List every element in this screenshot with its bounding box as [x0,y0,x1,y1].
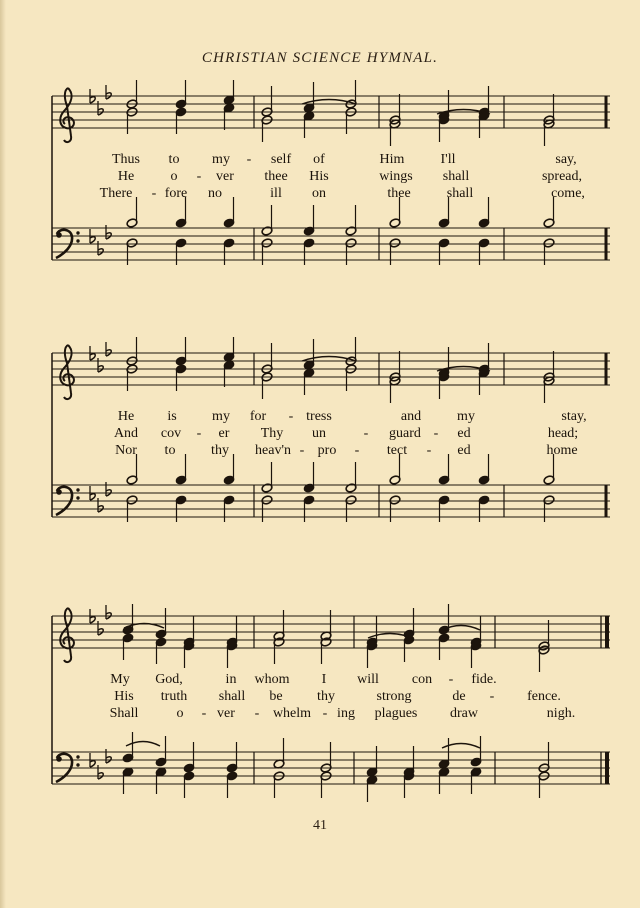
lyric-syllable: on [312,186,326,201]
lyric-syllable: fore [164,186,188,201]
quarter-note [226,641,238,668]
lyric-syllable: to [164,443,176,458]
quarter-note [122,633,134,660]
half-note [126,80,138,109]
lyric-line-2 [44,168,614,185]
lyric-syllable: I'll [440,152,456,167]
lyric-syllable: thee [387,186,411,201]
flat-sign-icon [106,482,111,496]
slur [302,357,356,362]
flat-sign-icon [106,342,111,356]
quarter-note [223,80,235,105]
quarter-note [303,205,315,236]
quarter-note [470,767,482,794]
lyric-syllable: plagues [374,706,418,721]
page-number: 41 [313,818,327,833]
lyric-line-2 [44,425,614,442]
lyric-hyphen: - [288,409,294,424]
lyric-syllable: Shall [109,706,139,721]
lyric-syllable: There [99,186,133,201]
lyric-syllable: will [357,672,379,687]
quarter-note [303,462,315,493]
lyric-line-1 [44,151,614,168]
lyric-syllable: ed [457,426,471,441]
lyric-syllable: un [312,426,326,441]
lyric-syllable: shall [446,186,474,201]
half-note [273,738,285,769]
flat-sign-icon [106,749,111,763]
lyric-hyphen: - [354,443,360,458]
lyric-syllable: He [117,169,135,184]
quarter-note [303,368,315,395]
lyric-syllable: strong [376,689,412,704]
quarter-note [366,641,378,668]
lyric-syllable: head; [547,426,579,441]
quarter-note [122,767,134,794]
quarter-note [175,337,187,366]
quarter-note [366,775,378,802]
quarter-note [303,339,315,370]
lyric-syllable: my [457,409,475,424]
quarter-note [175,80,187,109]
half-note [345,205,357,236]
lyric-hyphen: - [299,443,305,458]
lyric-syllable: be [269,689,283,704]
lyric-syllable: thee [264,169,288,184]
lyric-syllable: ing [337,706,355,721]
lyric-syllable: Thy [260,426,284,441]
quarter-note [438,767,450,794]
half-note [345,462,357,493]
half-note [273,637,285,664]
flat-sign-icon [98,101,103,115]
lyric-syllable: His [309,169,329,184]
half-note [345,337,357,366]
quarter-note [438,604,450,635]
half-note [126,337,138,366]
lyric-syllable: ver [217,706,235,721]
lyric-hyphen: - [426,443,432,458]
lyric-syllable: draw [450,706,478,721]
lyric-syllable: Him [379,152,405,167]
lyric-syllable: de [452,689,466,704]
running-head: CHRISTIAN SCIENCE HYMNAL. [201,50,439,66]
slur [126,742,160,747]
quarter-note [122,732,134,763]
lyric-hyphen: - [433,426,439,441]
slur [442,744,480,749]
flat-sign-icon [106,85,111,99]
lyric-syllable: tress [306,409,332,424]
lyric-syllable: con [411,672,433,687]
quarter-note [478,368,490,395]
lyric-syllable: He [117,409,135,424]
lyric-hyphen: - [246,152,252,167]
flat-sign-icon [98,621,103,635]
lyric-syllable: Thus [112,152,140,167]
quarter-note [122,604,134,635]
lyric-hyphen: - [322,706,328,721]
lyric-syllable: ed [457,443,471,458]
lyric-syllable: God, [155,672,183,687]
lyric-syllable: whelm [272,706,312,721]
lyric-syllable: cov [160,426,182,441]
lyric-hyphen: - [489,689,495,704]
lyric-syllable: self [270,152,292,167]
lyric-hyphen: - [196,169,202,184]
lyric-syllable: tect [386,443,408,458]
lyric-syllable: ver [216,169,234,184]
lyric-syllable: heav'n [255,443,291,458]
half-note [273,610,285,641]
lyric-syllable: of [313,152,325,167]
quarter-note [438,738,450,769]
lyric-hyphen: - [196,426,202,441]
lyric-syllable: o [176,706,184,721]
lyric-syllable: spread, [541,169,583,184]
lyric-syllable: for [249,409,267,424]
lyric-hyphen: - [448,672,454,687]
lyric-syllable: shall [442,169,470,184]
half-note [345,80,357,109]
lyric-syllable: stay, [561,409,587,424]
half-note [320,637,332,664]
lyric-hyphen: - [254,706,260,721]
quarter-note [155,637,167,664]
lyric-syllable: wings [379,169,413,184]
lyric-syllable: His [114,689,134,704]
lyric-line-3 [44,705,614,722]
lyric-syllable: guard [389,426,421,441]
lyric-syllable: say, [555,152,577,167]
quarter-note [303,111,315,138]
lyric-line-1 [44,671,614,688]
music-system-1 [44,80,614,280]
lyric-syllable: I [321,672,327,687]
lyric-syllable: nigh. [546,706,576,721]
lyric-syllable: truth [160,689,188,704]
music-system-3 [44,594,614,809]
lyric-syllable: ill [270,186,282,201]
lyric-line-1 [44,408,614,425]
flat-sign-icon [98,498,103,512]
lyric-hyphen: - [151,186,157,201]
lyric-syllable: my [212,152,230,167]
lyric-syllable: My [110,672,130,687]
lyric-syllable: no [208,186,222,201]
flat-sign-icon [98,241,103,255]
flat-sign-icon [98,765,103,779]
lyric-syllable: er [218,426,230,441]
lyric-syllable: to [168,152,180,167]
lyric-syllable: thy [317,689,335,704]
lyric-syllable: come, [551,186,585,201]
flat-sign-icon [98,358,103,372]
flat-sign-icon [106,225,111,239]
lyric-hyphen: - [363,426,369,441]
lyric-syllable: shall [218,689,246,704]
quarter-note [226,742,238,773]
quarter-note [478,111,490,138]
flat-sign-icon [106,605,111,619]
quarter-note [223,337,235,362]
lyric-syllable: and [400,409,422,424]
half-note [320,610,332,641]
lyric-syllable: is [167,409,177,424]
page-edge [0,0,6,908]
quarter-note [366,746,378,777]
lyric-syllable: whom [254,672,290,687]
quarter-note [470,641,482,668]
lyric-syllable: thy [211,443,229,458]
lyric-line-3 [44,442,614,459]
half-note [261,462,273,493]
lyric-syllable: fide. [471,672,497,687]
quarter-note [438,633,450,660]
lyric-syllable: my [212,409,230,424]
lyric-syllable: pro [317,443,337,458]
quarter-note [183,742,195,773]
lyric-syllable: fence. [527,689,561,704]
lyric-syllable: And [113,426,139,441]
half-note [261,205,273,236]
lyric-syllable: in [225,672,237,687]
lyric-hyphen: - [201,706,207,721]
quarter-note [303,82,315,113]
quarter-note [155,767,167,794]
lyric-line-3 [44,185,614,202]
quarter-note [223,103,235,130]
lyric-syllable: home [546,443,578,458]
lyric-line-2 [44,688,614,705]
quarter-note [183,641,195,668]
quarter-note [223,360,235,387]
lyric-syllable: Nor [115,443,137,458]
slur [302,100,356,105]
music-system-2 [44,337,614,537]
lyric-syllable: o [170,169,178,184]
